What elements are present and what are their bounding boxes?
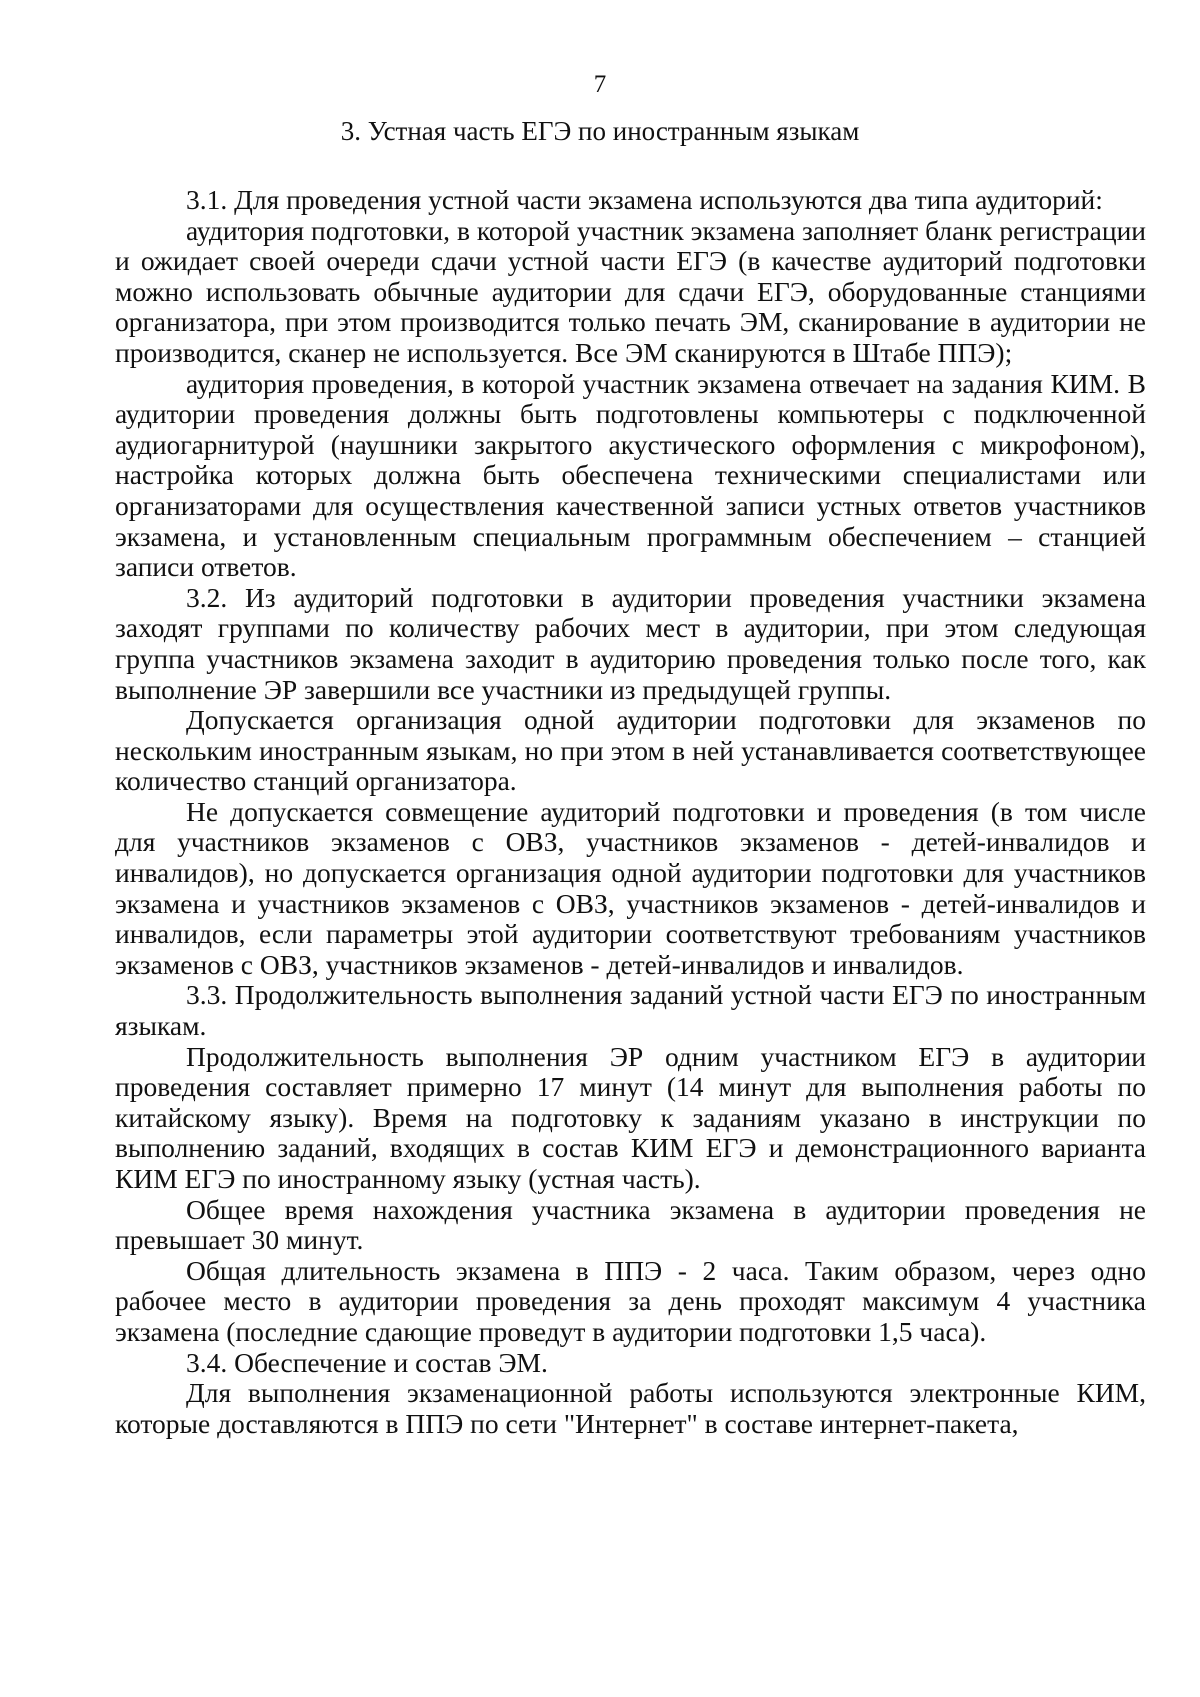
paragraph-3-2: 3.2. Из аудиторий подготовки в аудитории проведения участники экзамена заходят группами по количеству рабочих мест в аудитории, при этом следующая группа участников экзамена заходит в аудиторию проведения только после того, как выполнение ЭР завершили все участники из предыдущей группы. <box>115 581 1146 705</box>
paragraph-electronic-kim: Для выполнения экзаменационной работы используются электронные КИМ, которые доставляются в ППЭ по сети "Интернет" в составе интернет-пакета, <box>115 1377 1146 1439</box>
section-title: 3. Устная часть ЕГЭ по иностранным языкам <box>340 116 860 146</box>
paragraph-no-combining-rooms: Не допускается совмещение аудиторий подготовки и проведения (в том числе для участников экзаменов с ОВЗ, участников экзаменов - детей-инвалидов и инвалидов), но допускается организация одной аудитории подготовки для участников экзамена и участников экзаменов с ОВЗ, участников экзаменов - детей-инвалидов и инвалидов, если параметры этой аудитории соответствуют требованиям участников экзаменов с ОВЗ, участников экзаменов - детей-инвалидов и инвалидов. <box>115 795 1146 980</box>
document-body <box>115 185 1146 1439</box>
paragraph-total-time-in-room: Общее время нахождения участника экзамена в аудитории проведения не превышает 30 минут. <box>115 1193 1146 1256</box>
paragraph-duration-per-participant: Продолжительность выполнения ЭР одним участником ЕГЭ в аудитории проведения составляет примерно 17 минут (14 минут для выполнения работы по китайскому языку). Время на подготовку к заданиям указано в инструкции по выполнению заданий, входящих в состав КИМ ЕГЭ и демонстрационного варианта КИМ ЕГЭ по иностранному языку (устная часть). <box>115 1040 1146 1194</box>
paragraph-3-4: 3.4. Обеспечение и состав ЭМ. <box>186 1346 548 1378</box>
page-number: 7 <box>593 71 607 98</box>
paragraph-one-room-several-languages: Допускается организация одной аудитории подготовки для экзаменов по нескольким иностранным языкам, но при этом в ней устанавливается соответствующее количество станций организатора. <box>115 704 1146 797</box>
paragraph-total-exam-duration: Общая длительность экзамена в ППЭ - 2 часа. Таким образом, через одно рабочее место в аудитории проведения за день проходят максимум 4 участника экзамена (последние сдающие проведут в аудитории подготовки 1,5 часа). <box>115 1254 1146 1347</box>
paragraph-exam-room: аудитория проведения, в которой участник экзамена отвечает на задания КИМ. В аудитории проведения должны быть подготовлены компьютеры с подключенной аудиогарнитурой (наушники закрытого акустического оформления с микрофоном), настройка которых должна быть обеспечена техническими специалистами или организаторами для осуществления качественной записи устных ответов участников экзамена, и установленным специальным программным обеспечением – станцией записи ответов. <box>115 367 1146 583</box>
paragraph-3-3: 3.3. Продолжительность выполнения заданий устной части ЕГЭ по иностранным языкам. <box>115 979 1146 1042</box>
paragraph-3-1: 3.1. Для проведения устной части экзамена используются два типа аудиторий: <box>186 184 1103 215</box>
paragraph-preparation-room: аудитория подготовки, в которой участник экзамена заполняет бланк регистрации и ожидает своей очереди сдачи устной части ЕГЭ (в качестве аудиторий подготовки можно использовать обычные аудитории для сдачи ЕГЭ, оборудованные станциями организатора, при этом производится только печать ЭМ, сканирование в аудитории не производится, сканер не используется. Все ЭМ сканируются в Штабе ППЭ); <box>115 214 1146 368</box>
